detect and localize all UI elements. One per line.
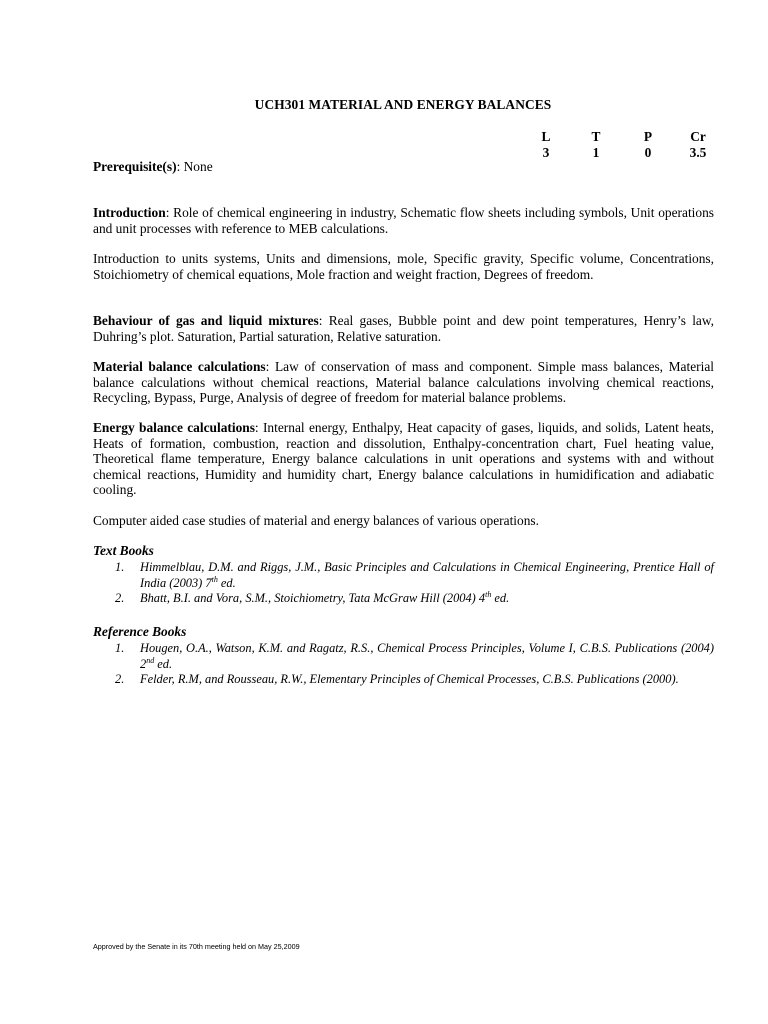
list-sup: th — [211, 574, 218, 584]
ltp-column-p — [628, 129, 668, 160]
introduction-label: Introduction — [93, 205, 166, 220]
list-tail: ed. — [154, 656, 173, 671]
list-item — [93, 591, 714, 607]
introduction-paragraph — [93, 205, 714, 236]
behaviour-paragraph — [93, 313, 714, 344]
list-text: Felder, R.M, and Rousseau, R.W., Elementary Principles of Chemical Processes, C.B.S. Publications (2000). — [140, 672, 679, 687]
list-item — [93, 560, 714, 591]
ltp-value: 3.5 — [689, 144, 707, 160]
ltp-column-l — [526, 129, 566, 160]
ltp-value: 1 — [592, 144, 600, 160]
units-text: Introduction to units systems, Units and dimensions, mole, Specific gravity, Specific volume, Concentrations, Stoichiometry of chemical equations, Mole fraction and weight fraction, Degrees of freedom. — [93, 251, 714, 282]
material-paragraph — [93, 359, 714, 406]
computer-text: Computer aided case studies of material and energy balances of various operations. — [93, 513, 539, 528]
prerequisite-value: : None — [176, 159, 213, 174]
prerequisite — [93, 159, 213, 175]
ltp-value: 0 — [644, 144, 652, 160]
list-text: Hougen, O.A., Watson, K.M. and Ragatz, R.S., Chemical Process Principles, Volume I, C.B.S. Publications (2004) 2 — [140, 641, 714, 671]
reference-books-heading: Reference Books — [93, 624, 187, 639]
list-number: 2. — [115, 591, 125, 606]
list-tail: ed. — [217, 575, 236, 590]
text-books-list — [93, 560, 714, 607]
ltp-column-t — [576, 129, 616, 160]
list-number: 1. — [115, 641, 125, 655]
list-text: Bhatt, B.I. and Vora, S.M., Stoichiometry, Tata McGraw Hill (2004) 4 — [140, 591, 486, 606]
material-text: : Law of conservation of mass and component. Simple mass balances, Material balance calculations without chemical reactions, Material balance calculations involving chemical reactions, Recycling, Bypass, Purge, Analysis of degree of freedom for material balance problems. — [93, 359, 714, 406]
units-paragraph — [93, 251, 714, 282]
list-item — [93, 672, 714, 688]
energy-paragraph — [93, 420, 714, 498]
prerequisite-label: Prerequisite(s) — [93, 159, 177, 174]
list-sup: th — [485, 590, 492, 600]
list-number: 2. — [115, 672, 125, 687]
list-item — [93, 641, 714, 672]
ltp-header: P — [643, 129, 653, 144]
approval-footer: Approved by the Senate in its 70th meeting held on May 25,2009 — [93, 942, 300, 951]
computer-paragraph — [93, 513, 714, 529]
energy-text: : Internal energy, Enthalpy, Heat capacity of gases, liquids, and solids, Latent heats, Heats of formation, combustion, reaction and dissolution, Enthalpy-concentration chart, Fuel heating value, Theoretical flame temperature, Energy balance calculations in unit operations and systems with and without chemical reactions, Humidity and humidity chart, Energy balance calculations in humidification and adiabatic cooling. — [93, 420, 714, 498]
ltp-header: Cr — [690, 129, 706, 144]
behaviour-text: : Real gases, Bubble point and dew point temperatures, Henry’s law, Duhring’s plot. Saturation, Partial saturation, Relative saturation. — [93, 313, 715, 344]
ltp-header: T — [591, 129, 601, 144]
energy-label: Energy balance calculations — [93, 420, 255, 435]
list-number: 1. — [115, 560, 125, 574]
text-books-heading: Text Books — [93, 543, 154, 558]
course-title: UCH301 MATERIAL AND ENERGY BALANCES — [254, 97, 552, 112]
introduction-text: : Role of chemical engineering in industry, Schematic flow sheets including symbols, Unit operations and unit processes with reference to MEB calculations. — [93, 205, 714, 236]
ltp-header: L — [541, 129, 551, 144]
ltp-column-cr — [678, 129, 718, 160]
list-tail: ed. — [491, 591, 510, 606]
reference-books-list — [93, 641, 714, 688]
list-sup: nd — [146, 655, 155, 665]
material-label: Material balance calculations — [93, 359, 266, 374]
behaviour-label: Behaviour of gas and liquid mixtures — [93, 313, 319, 328]
list-text: Himmelblau, D.M. and Riggs, J.M., Basic Principles and Calculations in Chemical Engineering, Prentice Hall of India (2003) 7 — [140, 560, 714, 590]
ltp-value: 3 — [542, 144, 550, 160]
